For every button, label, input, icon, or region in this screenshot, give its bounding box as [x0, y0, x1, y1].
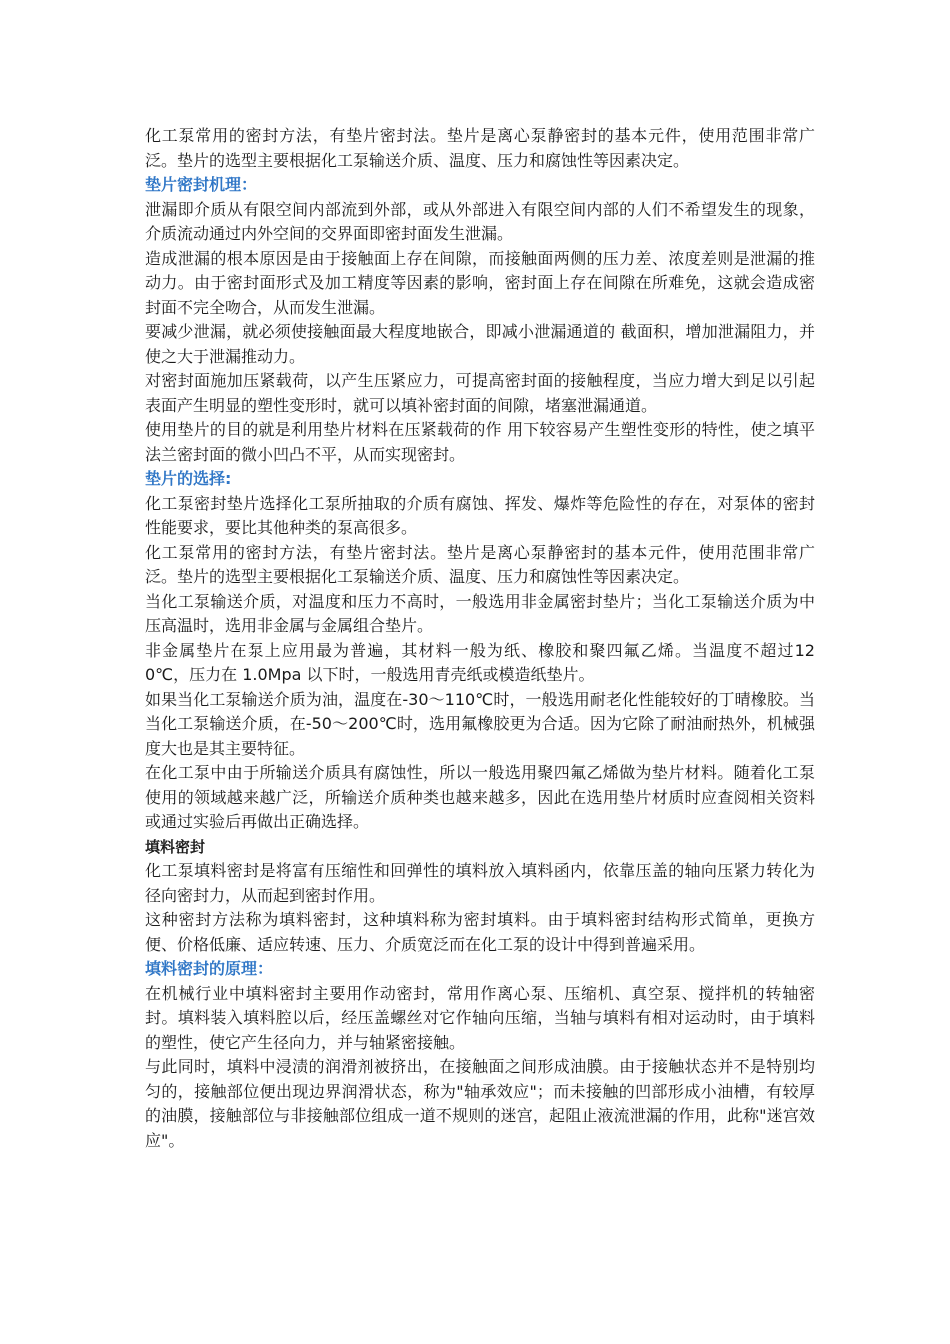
paragraph: 非金属垫片在泵上应用最为普遍，其材料一般为纸、橡胶和聚四氟乙烯。当温度不超过120℃，压力在 1.0Mpa 以下时，一般选用青壳纸或模造纸垫片。: [145, 640, 815, 684]
paragraph: 在机械行业中填料密封主要用作动密封，常用作离心泵、压缩机、真空泵、搅拌机的转轴密封。填料装入填料腔以后，经压盖螺丝对它作轴向压缩，当轴与填料有相对运动时，由于填料的塑性，使它产生径向力，并与轴紧密接触。: [145, 983, 815, 1052]
paragraph: 化工泵填料密封是将富有压缩性和回弹性的填料放入填料函内，依靠压盖的轴向压紧力转化为径向密封力，从而起到密封作用。: [145, 861, 815, 905]
section-heading-gasket-selection: 垫片的选择:: [145, 469, 232, 488]
intro-paragraph: 化工泵常用的密封方法，有垫片密封法。垫片是离心泵静密封的基本元件，使用范围非常广泛。垫片的选型主要根据化工泵输送介质、温度、压力和腐蚀性等因素决定。: [145, 126, 815, 170]
paragraph: 化工泵常用的密封方法，有垫片密封法。垫片是离心泵静密封的基本元件，使用范围非常广泛。垫片的选型主要根据化工泵输送介质、温度、压力和腐蚀性等因素决定。: [145, 542, 815, 586]
section-heading-gasket-mechanism: 垫片密封机理：: [145, 175, 258, 194]
paragraph: 泄漏即介质从有限空间内部流到外部，或从外部进入有限空间内部的人们不希望发生的现象， 介质流动通过内外空间的交界面即密封面发生泄漏。: [145, 199, 815, 243]
section-heading-packing-principle: 填料密封的原理：: [145, 959, 274, 978]
document-body: [145, 124, 815, 1153]
paragraph: 对密封面施加压紧载荷，以产生压紧应力，可提高密封面的接触程度，当应力增大到足以引起表面产生明显的塑性变形时，就可以填补密封面的间隙，堵塞泄漏通道。: [145, 371, 815, 415]
paragraph: 造成泄漏的根本原因是由于接触面上存在间隙，而接触面两侧的压力差、浓度差则是泄漏的推动力。由于密封面形式及加工精度等因素的影响，密封面上存在间隙在所难免，这就会造成密封面不完全吻合，从而发生泄漏。: [145, 248, 815, 317]
paragraph: 在化工泵中由于所输送介质具有腐蚀性，所以一般选用聚四氟乙烯做为垫片材料。随着化工泵使用的领域越来越广泛，所输送介质种类也越来越多，因此在选用垫片材质时应查阅相关资料或通过实验后再做出正确选择。: [145, 763, 815, 831]
paragraph: 这种密封方法称为填料密封，这种填料称为密封填料。由于填料密封结构形式简单，更换方便、价格低廉、适应转速、压力、介质宽泛而在化工泵的设计中得到普遍采用。: [145, 910, 815, 954]
paragraph: 当化工泵输送介质，对温度和压力不高时，一般选用非金属密封垫片；当化工泵输送介质为中压高温时，选用非金属与金属组合垫片。: [145, 591, 815, 635]
paragraph: 化工泵密封垫片选择化工泵所抽取的介质有腐蚀、挥发、爆炸等危险性的存在，对泵体的密封性能要求，要比其他种类的泵高很多。: [145, 493, 815, 537]
paragraph: 与此同时，填料中浸渍的润滑剂被挤出，在接触面之间形成油膜。由于接触状态并不是特别均匀的，接触部位便出现边界润滑状态，称为"轴承效应"；而未接触的凹部形成小油槽，有较厚的油膜，接触部位与非接触部位组成一道不规则的迷宫，起阻止液流泄漏的作用，此称"迷宫效应"。: [145, 1057, 815, 1150]
paragraph: 要减少泄漏，就必须使接触面最大程度地嵌合，即减小泄漏通道的 截面积，增加泄漏阻力，并使之大于泄漏推动力。: [145, 322, 815, 366]
section-heading-packing-seal: 填料密封: [145, 837, 206, 856]
paragraph: 使用垫片的目的就是利用垫片材料在压紧载荷的作 用下较容易产生塑性变形的特性，使之填平法兰密封面的微小凹凸不平，从而实现密封。: [145, 420, 815, 464]
paragraph: 如果当化工泵输送介质为油，温度在-30～110℃时，一般选用耐老化性能较好的丁晴橡胶。当当化工泵输送介质，在-50～200℃时，选用氟橡胶更为合适。因为它除了耐油耐热外，机械强度大也是其主要特征。: [145, 689, 815, 758]
